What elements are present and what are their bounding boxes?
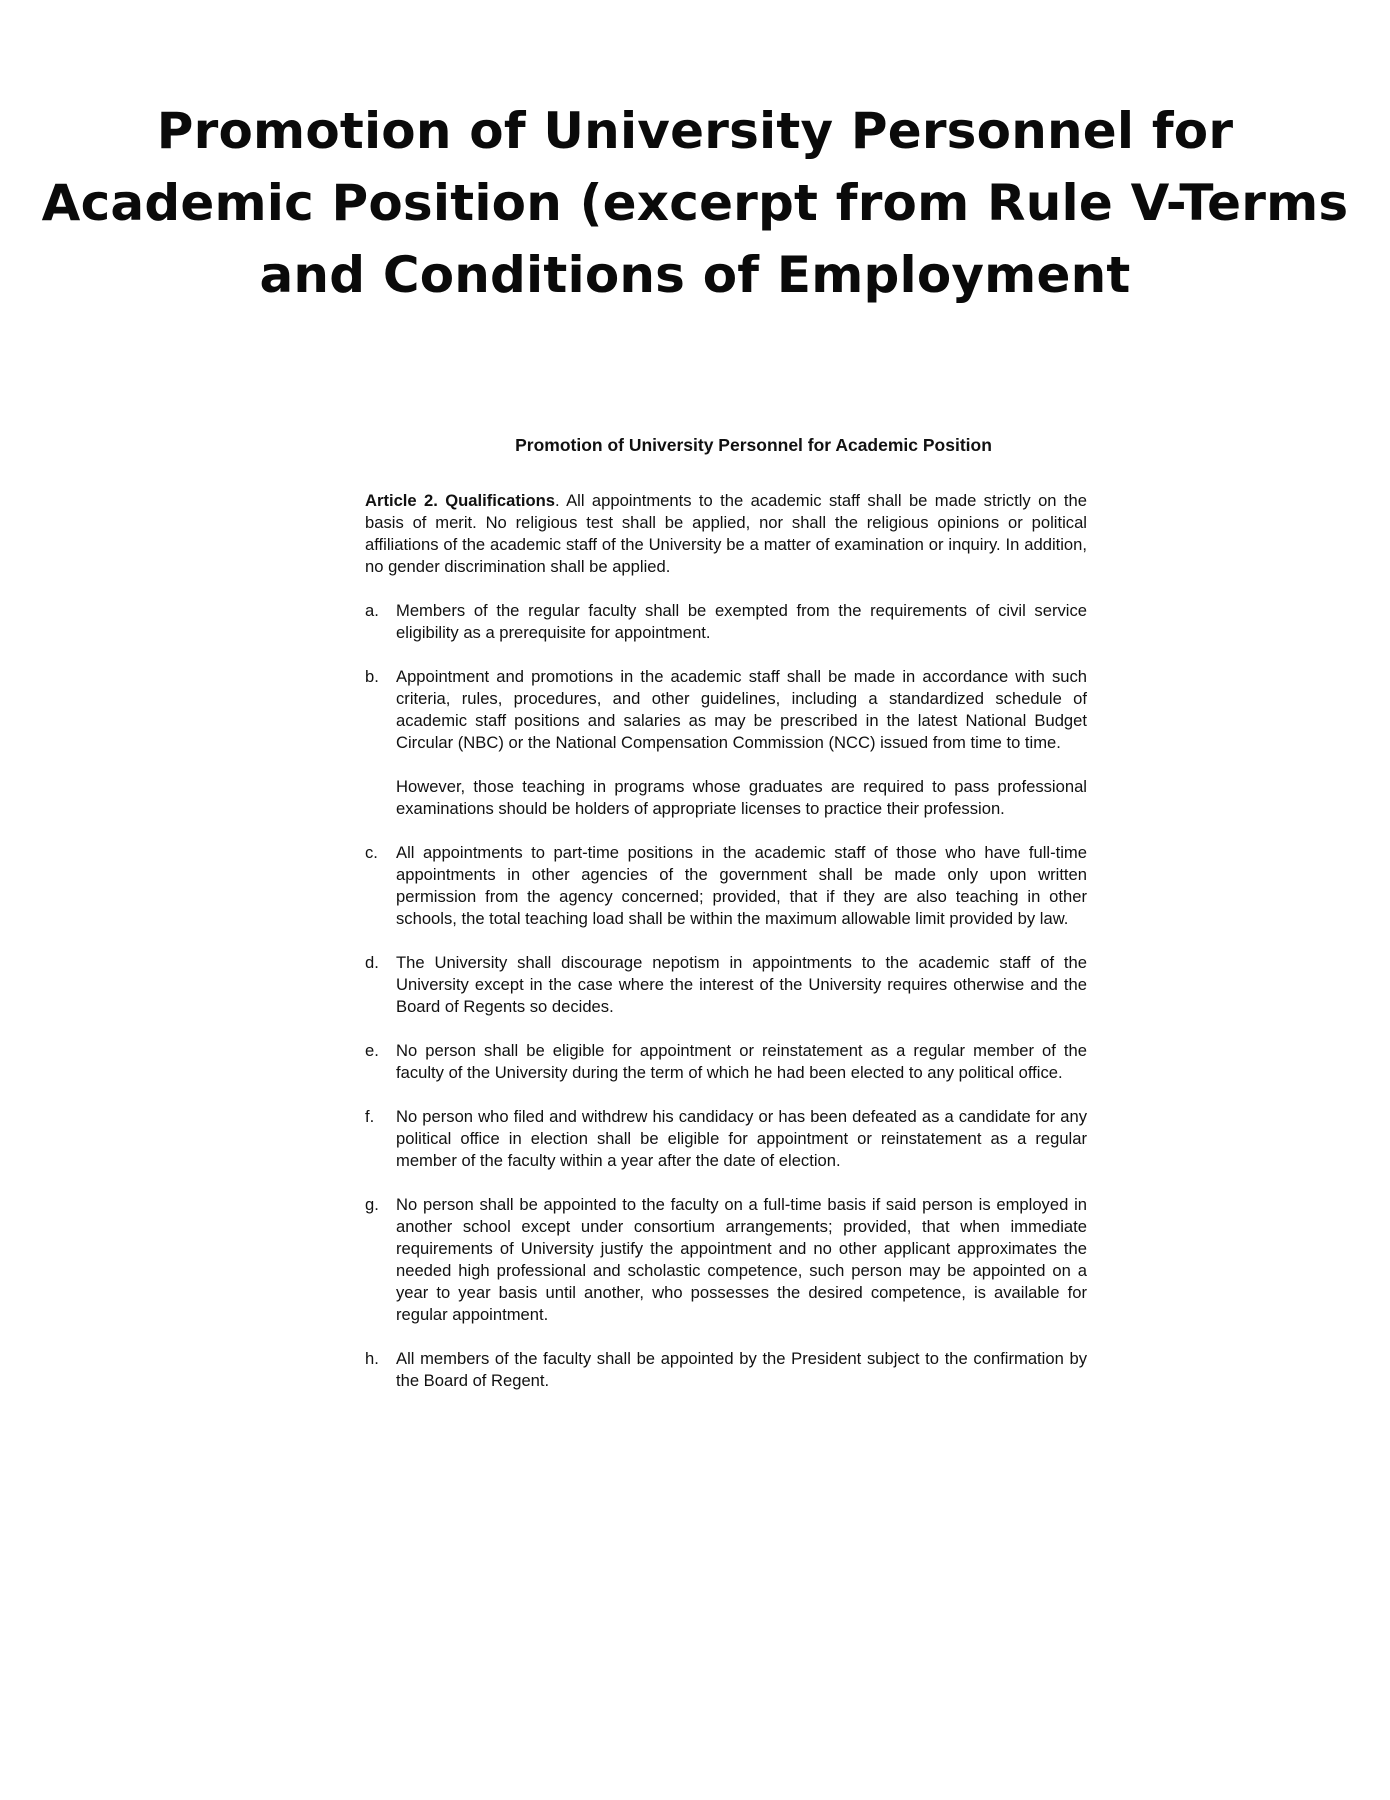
document-body: [365, 434, 1087, 1414]
list-item-letter: h.: [365, 1349, 379, 1368]
article-heading: Article 2. Qualifications: [365, 491, 555, 510]
page-title: Promotion of University Personnel for Academic Position (excerpt from Rule V-Terms and Conditions of Employment: [41, 102, 1349, 304]
list-item-letter: f.: [365, 1107, 375, 1126]
list-item-letter: e.: [365, 1041, 379, 1060]
list-item-letter: g.: [365, 1195, 379, 1214]
list-item-a: [365, 600, 1087, 644]
list-item-letter: a.: [365, 601, 379, 620]
list-item-h: [365, 1348, 1087, 1392]
list-item-text: No person shall be eligible for appointment or reinstatement as a regular member of the faculty of the University during the term of which he had been elected to any political office.: [396, 1041, 1087, 1082]
list-item-letter: c.: [365, 843, 378, 862]
list-item-f: [365, 1106, 1087, 1172]
list-item-text: All appointments to part-time positions in the academic staff of those who have full-time appointments in other agencies of the government shall be made only upon written permission from the agency concerned; provided, that if they are also teaching in other schools, the total teaching load shall be within the maximum allowable limit provided by law.: [396, 843, 1087, 928]
list-item-d: [365, 952, 1087, 1018]
list-item-note: However, those teaching in programs whose graduates are required to pass professional examinations should be holders of appropriate licenses to practice their profession.: [396, 777, 1087, 818]
list-item-text: Members of the regular faculty shall be exempted from the requirements of civil service eligibility as a prerequisite for appointment.: [396, 601, 1087, 642]
list-item-letter: d.: [365, 953, 379, 972]
list-item-text: All members of the faculty shall be appointed by the President subject to the confirmation by the Board of Regent.: [396, 1349, 1087, 1390]
list-item-text: No person who filed and withdrew his candidacy or has been defeated as a candidate for any political office in election shall be eligible for appointment or reinstatement as a regular member of the faculty within a year after the date of election.: [396, 1107, 1087, 1170]
qualification-list: [365, 600, 1087, 1392]
article-paragraph: [365, 490, 1087, 578]
list-item-letter: b.: [365, 667, 379, 686]
article-text: . All appointments to the academic staff shall be made strictly on the basis of merit. No religious test shall be applied, nor shall the religious opinions or political affiliations of the academic staff of the University be a matter of examination or inquiry. In addition, no gender discrimination shall be applied.: [365, 491, 1087, 576]
list-item-g: [365, 1194, 1087, 1326]
document-subtitle: Promotion of University Personnel for Academic Position: [515, 435, 992, 455]
list-item-e: [365, 1040, 1087, 1084]
list-item-c: [365, 842, 1087, 930]
list-item-text: Appointment and promotions in the academic staff shall be made in accordance with such criteria, rules, procedures, and other guidelines, including a standardized schedule of academic staff positions and salaries as may be prescribed in the latest National Budget Circular (NBC) or the National Compensation Commission (NCC) issued from time to time.: [396, 667, 1087, 752]
list-item-text: The University shall discourage nepotism in appointments to the academic staff of the University except in the case where the interest of the University requires otherwise and the Board of Regents so decides.: [396, 953, 1087, 1016]
list-item-text: No person shall be appointed to the faculty on a full-time basis if said person is employed in another school except under consortium arrangements; provided, that when immediate requirements of University justify the appointment and no other applicant approximates the needed high professional and scholastic competence, such person may be appointed on a year to year basis until another, who possesses the desired competence, is available for regular appointment.: [396, 1195, 1087, 1324]
list-item-b: [365, 666, 1087, 820]
